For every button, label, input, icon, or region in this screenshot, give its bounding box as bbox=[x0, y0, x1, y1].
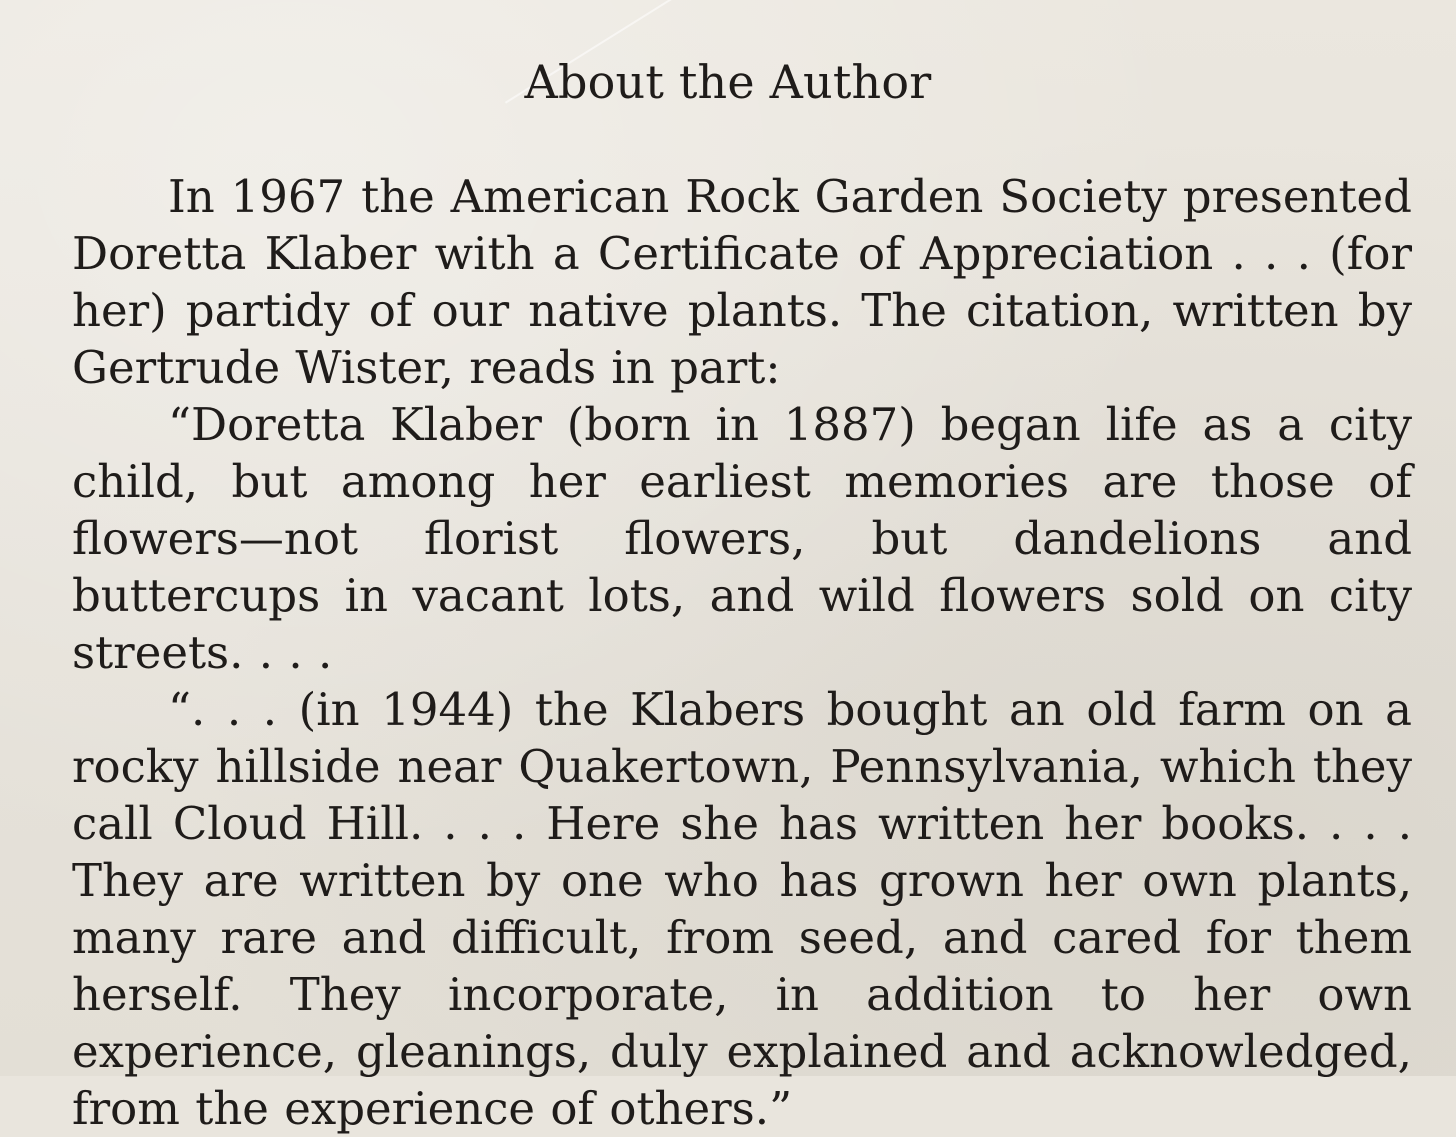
paragraph-quote-childhood: “Doretta Klaber (born in 1887) began life as a city child, but among her earliest memories are those of flowers—not florist flowers, but dandelions and buttercups in vacant lots, and wild flowers sold on city streets. . . . bbox=[72, 398, 1412, 679]
author-bio-text bbox=[72, 168, 1412, 1137]
paragraph-citation-intro: In 1967 the American Rock Garden Society presented Doretta Klaber with a Certificate of Appreciation . . . (for her) partidy of our native plants. The citation, written by Gertrude Wister, reads in part: bbox=[72, 170, 1412, 394]
page-title: About the Author bbox=[524, 55, 932, 109]
paragraph-quote-cloud-hill: “. . . (in 1944) the Klabers bought an old farm on a rocky hillside near Quakertown, Pennsylvania, which they call Cloud Hill. . . . Here she has written her books. . . . They are written by one who has grown her own plants, many rare and difficult, from seed, and cared for them herself. They incorporate, in addition to her own experience, gleanings, duly explained and acknowledged, from the experience of others.” bbox=[72, 683, 1412, 1135]
